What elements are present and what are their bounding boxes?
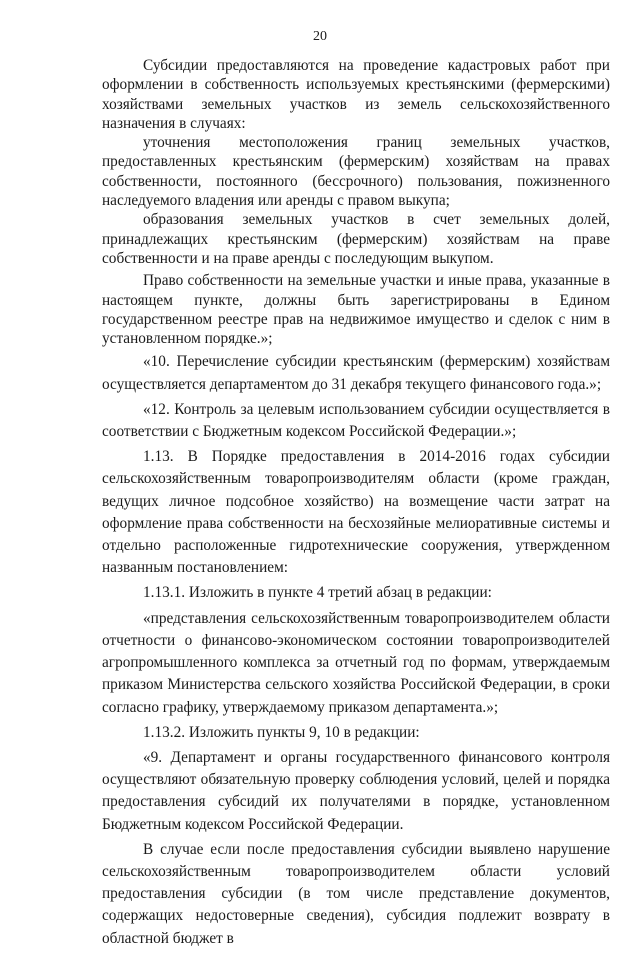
paragraph-ownership-registration: Право собственности на земельные участки и иные права, указанные в настоящем пункте, должны быть зарегистрированы в Едином государственном реестре прав на недвижимое имущество и сделок с ним в установленном порядке.»;: [102, 272, 610, 348]
paragraph-reporting-requirement: «представления сельскохозяйственным товаропроизводителем области отчетности о финансово-экономическом состоянии товаропроизводителей агропромышленного комплекса за отчетный год по формам, утверждаемым приказом Министерства сельского хозяйства Российской Федерации, в сроки согласно графику, утверждаемому приказом департамента.»;: [102, 609, 610, 716]
paragraph-item-10: «10. Перечисление субсидии крестьянским (фермерским) хозяйствам осуществляется департаментом до 31 декабря текущего финансового года.»;: [102, 353, 610, 393]
paragraph-section-1-13: 1.13. В Порядке предоставления в 2014-2016 годах субсидии сельскохозяйственным товаропроизводителям области (кроме граждан, ведущих личное подсобное хозяйство) на возмещение части затрат на оформление права собственности на бесхозяйные мелиоративные системы и отдельно расположенные гидротехнические сооружения, утвержденном названным постановлением:: [102, 448, 610, 577]
paragraph-subsidies-purpose: Субсидии предоставляются на проведение кадастровых работ при оформлении в собственность используемых крестьянскими (фермерскими) хозяйствами земельных участков из земель сельскохозяйственного назначения в случаях:: [102, 57, 610, 132]
paragraph-item-9: «9. Департамент и органы государственного финансового контроля осуществляют обязательную проверку соблюдения условий, целей и порядка предоставления субсидий их получателями в порядке, установленном Бюджетным кодексом Российской Федерации.: [102, 748, 610, 833]
page-number: 20: [313, 29, 327, 44]
paragraph-land-share-formation: образования земельных участков в счет земельных долей, принадлежащих крестьянским (фермерским) хозяйствам на праве собственности и на праве аренды с последующим выкупом.: [102, 211, 610, 267]
paragraph-section-1-13-2: 1.13.2. Изложить пункты 9, 10 в редакции:: [143, 723, 420, 741]
paragraph-section-1-13-1: 1.13.1. Изложить в пункте 4 третий абзац в редакции:: [143, 584, 492, 602]
paragraph-boundary-clarification: уточнения местоположения границ земельных участков, предоставленных крестьянским (фермерским) хозяйствам на правах собственности, постоянного (бессрочного) пользования, пожизненного наследуемого владения или аренды с правом выкупа;: [102, 134, 610, 210]
paragraph-item-12: «12. Контроль за целевым использованием субсидии осуществляется в соответствии с Бюджетным кодексом Российской Федерации.»;: [102, 400, 610, 441]
document-body: [102, 56, 610, 953]
paragraph-violation-return: В случае если после предоставления субсидии выявлено нарушение сельскохозяйственным товаропроизводителем области условий предоставления субсидии (в том числе представление документов, содержащих недостоверные сведения), субсидия подлежит возврату в областной бюджет в: [102, 840, 610, 947]
